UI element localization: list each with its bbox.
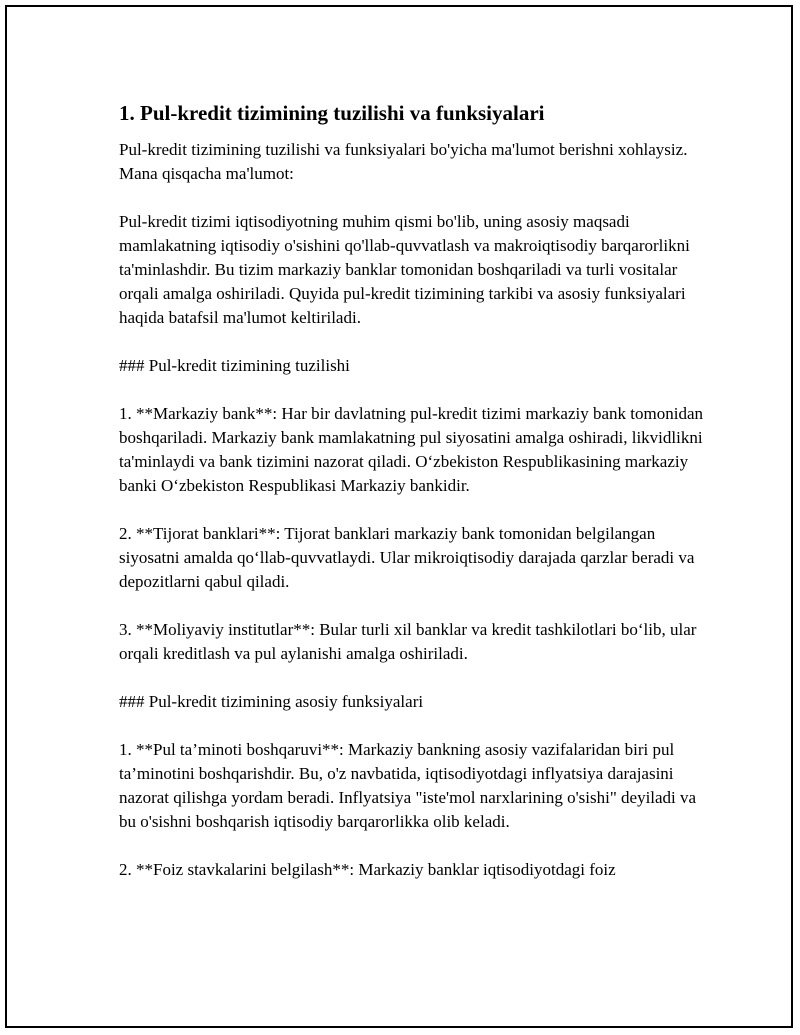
- list-item-central-bank: 1. **Markaziy bank**: Har bir davlatning pul-kredit tizimi markaziy bank tomonidan boshqariladi. Markaziy bank mamlakatning pul siyosatini amalga oshiradi, likvidlikni ta'minlaydi va bank tizimini nazorat qiladi. O‘zbekiston Respublikasining markaziy banki O‘zbekiston Respublikasi Markaziy bankidir.: [119, 404, 703, 495]
- subheading-structure: ### Pul-kredit tizimining tuzilishi: [119, 356, 350, 375]
- section-heading: 1. Pul-kredit tizimining tuzilishi va funksiyalari: [119, 101, 545, 125]
- document-body: [119, 100, 709, 906]
- list-item-money-supply: 1. **Pul ta’minoti boshqaruvi**: Markaziy bankning asosiy vazifalaridan biri pul ta’minotini boshqarishdir. Bu, o'z navbatida, iqtisodiyotdagi inflyatsiya darajasini nazorat qilishga yordam beradi. Inflyatsiya "iste'mol narxlarining o'sishi" deyiladi va bu o'sishni boshqarish iqtisodiy barqarorlikka olib keladi.: [119, 740, 697, 831]
- overview-paragraph: Pul-kredit tizimi iqtisodiyotning muhim qismi bo'lib, uning asosiy maqsadi mamlakatning iqtisodiy o'sishini qo'llab-quvvatlash va makroiqtisodiy barqarorlikni ta'minlashdir. Bu tizim markaziy banklar tomonidan boshqariladi va turli vositalar orqali amalga oshiriladi. Quyida pul-kredit tizimining tarkibi va asosiy funksiyalari haqida batafsil ma'lumot keltiriladi.: [119, 212, 690, 327]
- subheading-functions: ### Pul-kredit tizimining asosiy funksiyalari: [119, 692, 424, 711]
- list-item-interest-rates: 2. **Foiz stavkalarini belgilash**: Markaziy banklar iqtisodiyotdagi foiz: [119, 860, 616, 879]
- list-item-commercial-banks: 2. **Tijorat banklari**: Tijorat banklari markaziy bank tomonidan belgilangan siyosatni amalda qo‘llab-quvvatlaydi. Ular mikroiqtisodiy darajada qarzlar beradi va depozitlarni qabul qiladi.: [119, 524, 695, 591]
- intro-paragraph: Pul-kredit tizimining tuzilishi va funksiyalari bo'yicha ma'lumot berishni xohlaysiz. Mana qisqacha ma'lumot:: [119, 140, 688, 183]
- list-item-financial-institutions: 3. **Moliyaviy institutlar**: Bular turli xil banklar va kredit tashkilotlari bo‘lib, ular orqali kreditlash va pul aylanishi amalga oshiriladi.: [119, 620, 697, 663]
- document-page: [5, 5, 793, 1028]
